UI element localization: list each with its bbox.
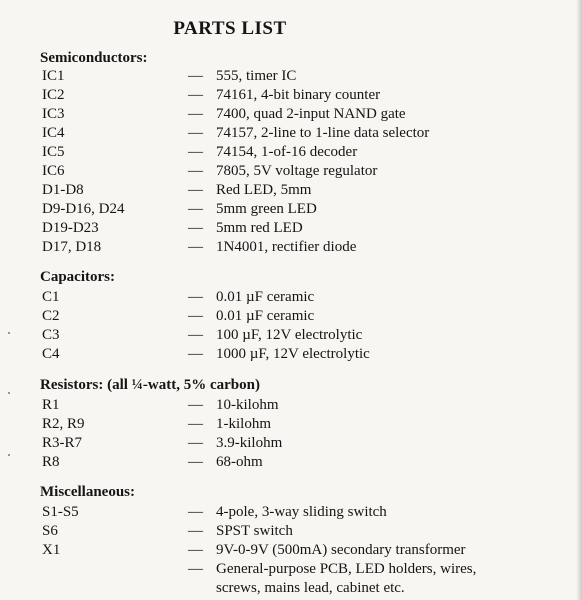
part-description: 0.01 µF ceramic bbox=[216, 289, 315, 305]
dash: — bbox=[188, 144, 203, 160]
list-item bbox=[0, 326, 582, 345]
list-item bbox=[0, 67, 582, 86]
list-item bbox=[0, 86, 582, 105]
dash: — bbox=[188, 397, 203, 413]
part-description: 555, timer IC bbox=[216, 68, 297, 84]
dash: — bbox=[188, 542, 203, 558]
scan-speck bbox=[8, 332, 10, 334]
part-ref: IC4 bbox=[42, 125, 65, 141]
part-ref: C2 bbox=[42, 308, 60, 324]
list-item bbox=[0, 288, 582, 307]
part-description: 1-kilohm bbox=[216, 416, 271, 432]
list-item bbox=[0, 541, 582, 560]
part-description: 4-pole, 3-way sliding switch bbox=[216, 504, 387, 520]
part-ref: IC3 bbox=[42, 106, 65, 122]
part-ref: X1 bbox=[42, 542, 61, 558]
dash: — bbox=[188, 87, 203, 103]
part-description: 1000 µF, 12V electrolytic bbox=[216, 346, 370, 362]
list-item bbox=[0, 396, 582, 415]
section-heading-capacitors: Capacitors: bbox=[40, 269, 115, 285]
dash: — bbox=[188, 327, 203, 343]
list-item bbox=[0, 522, 582, 541]
scan-speck bbox=[8, 454, 10, 456]
scan-speck bbox=[8, 392, 10, 394]
list-item bbox=[0, 560, 582, 596]
part-ref: IC1 bbox=[42, 68, 65, 84]
part-ref: C4 bbox=[42, 346, 60, 362]
dash: — bbox=[188, 201, 203, 217]
part-description: 3.9-kilohm bbox=[216, 435, 283, 451]
part-ref: R8 bbox=[42, 454, 60, 470]
list-item bbox=[0, 143, 582, 162]
part-ref: R3-R7 bbox=[42, 435, 83, 451]
page-edge-shadow bbox=[576, 0, 582, 600]
part-description: 74154, 1-of-16 decoder bbox=[216, 144, 358, 160]
list-item bbox=[0, 124, 582, 143]
part-description: 7400, quad 2-input NAND gate bbox=[216, 106, 406, 122]
part-description: 74161, 4-bit binary counter bbox=[216, 87, 381, 103]
dash: — bbox=[188, 289, 203, 305]
part-description: 7805, 5V voltage regulator bbox=[216, 163, 378, 179]
part-ref: IC5 bbox=[42, 144, 65, 160]
part-ref: S6 bbox=[42, 523, 58, 539]
list-item bbox=[0, 105, 582, 124]
dash: — bbox=[188, 182, 203, 198]
page-title: PARTS LIST bbox=[173, 18, 287, 39]
dash: — bbox=[188, 523, 203, 539]
part-description: 100 µF, 12V electrolytic bbox=[216, 327, 363, 343]
list-item bbox=[0, 415, 582, 434]
part-ref: D17, D18 bbox=[42, 239, 102, 255]
list-item bbox=[0, 453, 582, 472]
part-description: SPST switch bbox=[216, 523, 293, 539]
part-ref: IC2 bbox=[42, 87, 65, 103]
list-item bbox=[0, 200, 582, 219]
list-item bbox=[0, 238, 582, 257]
part-description: 9V-0-9V (500mA) secondary transformer bbox=[216, 542, 466, 558]
list-item bbox=[0, 307, 582, 326]
list-item bbox=[0, 219, 582, 238]
list-item bbox=[0, 503, 582, 522]
dash: — bbox=[188, 416, 203, 432]
dash: — bbox=[188, 220, 203, 236]
part-description: 10-kilohm bbox=[216, 397, 279, 413]
part-description: Red LED, 5mm bbox=[216, 182, 312, 198]
part-description: 68-ohm bbox=[216, 454, 263, 470]
list-item bbox=[0, 162, 582, 181]
dash: — bbox=[188, 346, 203, 362]
part-ref: D9-D16, D24 bbox=[42, 201, 125, 217]
dash: — bbox=[188, 125, 203, 141]
part-description: General-purpose PCB, LED holders, wires, bbox=[216, 561, 477, 577]
section-heading-miscellaneous: Miscellaneous: bbox=[40, 484, 135, 500]
part-description-continued: screws, mains lead, cabinet etc. bbox=[216, 580, 405, 596]
part-ref: IC6 bbox=[42, 163, 65, 179]
dash: — bbox=[188, 68, 203, 84]
part-description: 0.01 µF ceramic bbox=[216, 308, 315, 324]
dash: — bbox=[188, 163, 203, 179]
part-ref: R1 bbox=[42, 397, 60, 413]
dash: — bbox=[188, 435, 203, 451]
list-item bbox=[0, 181, 582, 200]
part-description: 5mm green LED bbox=[216, 201, 317, 217]
part-description: 1N4001, rectifier diode bbox=[216, 239, 357, 255]
part-ref: C3 bbox=[42, 327, 60, 343]
dash: — bbox=[188, 561, 203, 577]
part-ref: S1-S5 bbox=[42, 504, 79, 520]
part-ref: D1-D8 bbox=[42, 182, 84, 198]
dash: — bbox=[188, 106, 203, 122]
part-ref: C1 bbox=[42, 289, 60, 305]
section-heading-semiconductors: Semiconductors: bbox=[40, 50, 148, 66]
part-ref: R2, R9 bbox=[42, 416, 85, 432]
part-description: 74157, 2-line to 1-line data selector bbox=[216, 125, 430, 141]
dash: — bbox=[188, 504, 203, 520]
dash: — bbox=[188, 454, 203, 470]
dash: — bbox=[188, 239, 203, 255]
list-item bbox=[0, 345, 582, 364]
part-description: 5mm red LED bbox=[216, 220, 303, 236]
list-item bbox=[0, 434, 582, 453]
part-ref: D19-D23 bbox=[42, 220, 99, 236]
dash: — bbox=[188, 308, 203, 324]
section-heading-resistors: Resistors: (all ¼-watt, 5% carbon) bbox=[40, 377, 260, 393]
